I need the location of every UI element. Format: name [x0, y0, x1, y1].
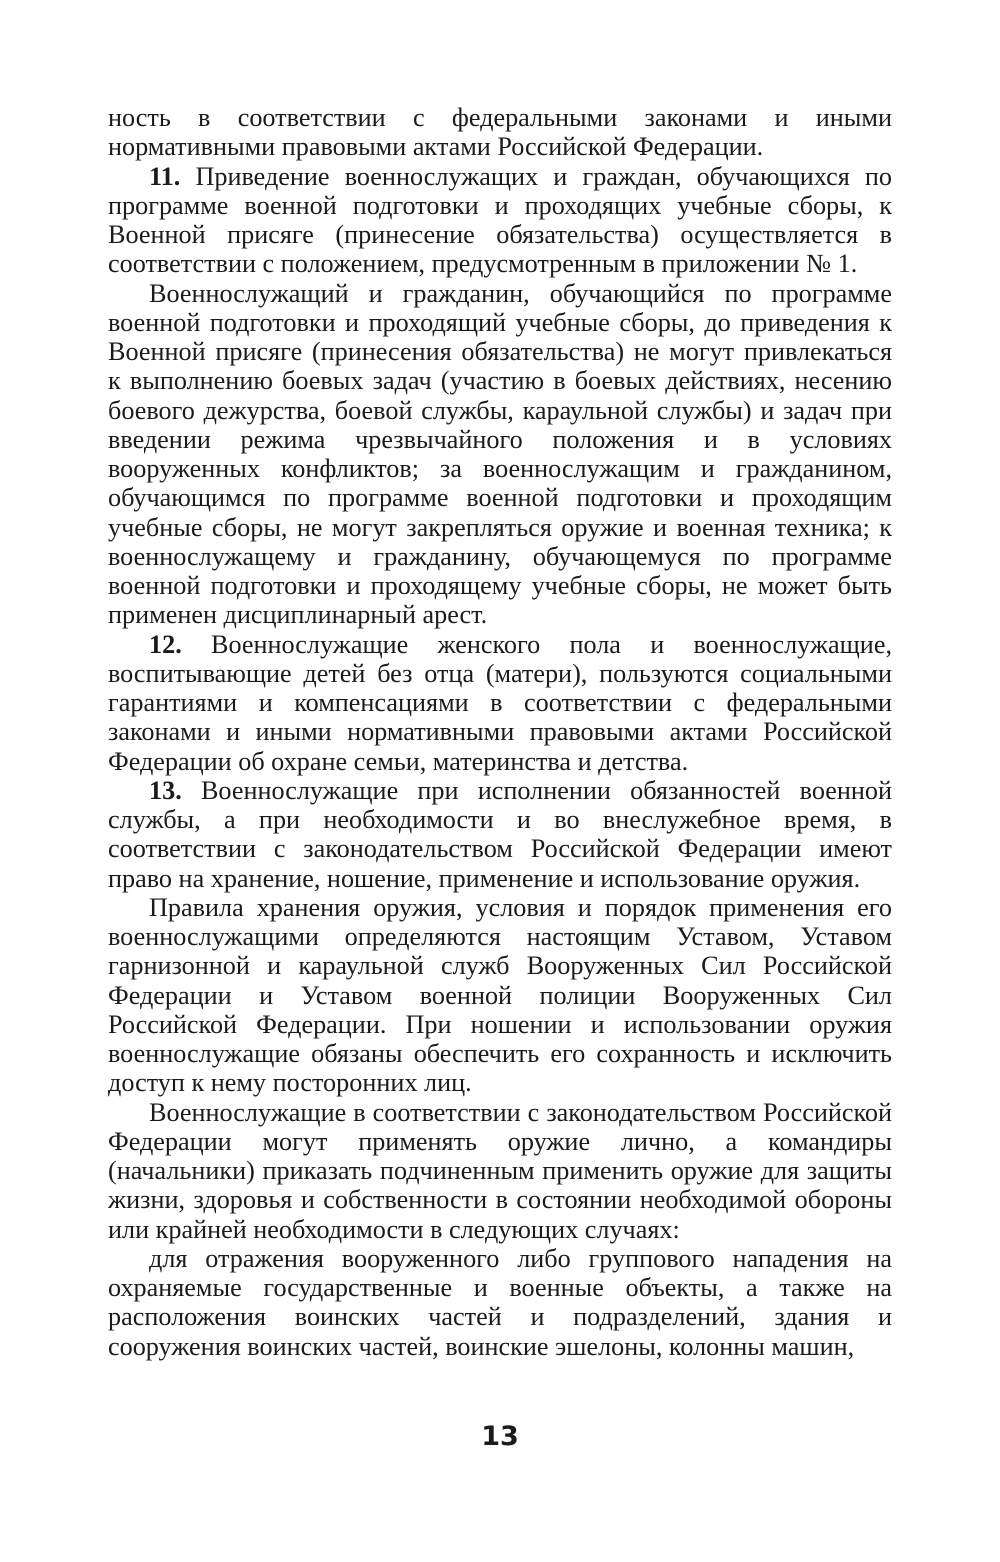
paragraph-11 — [108, 162, 892, 279]
page-body — [108, 103, 892, 1361]
paragraph-text: Военнослужащие женского пола и военнослужащие, воспитывающие детей без отца (матери), пользуются социальными гарантиями и компенсациями в соответствии с федеральными законами и иными нормативными правовыми актами Российской Федерации об охране семьи, материнства и детства. — [108, 629, 892, 776]
paragraph-number: 11. — [149, 161, 181, 191]
paragraph-continuation — [108, 103, 892, 162]
page-number: 13 — [481, 1421, 519, 1452]
paragraph-number: 13. — [149, 775, 182, 805]
paragraph-text: Военнослужащие при исполнении обязанностей военной службы, а при необходимости и во внеслужебное время, в соответствии с законодательством Российской Федерации имеют право на хранение, ношение, применение и использование оружия. — [108, 775, 892, 893]
paragraph-number: 12. — [149, 629, 182, 659]
paragraph-text: Военнослужащий и гражданин, обучающийся по программе военной подготовки и проходящий учебные сборы, до приведения к Военной присяге (принесения обязательства) не могут привлекаться к выполнению боевых задач (участию в боевых действиях, несению боевого дежурства, боевой службы, караульной службы) и задач при введении режима чрезвычайного положения и в условиях вооруженных конфликтов; за военнослужащим и гражданином, обучающимся по программе военной подготовки и проходящим учебные сборы, не могут закрепляться оружие и военная техника; к военнослужащему и гражданину, обучающемуся по программе военной подготовки и проходящему учебные сборы, не может быть применен дисциплинарный арест. — [108, 278, 892, 630]
paragraph-text: Приведение военнослужащих и граждан, обучающихся по программе военной подготовки и проходящих учебные сборы, к Военной присяге (принесение обязательства) осуществляется в соответствии с положением, предусмотренным в приложении № 1. — [108, 161, 892, 279]
paragraph-text: Военнослужащие в соответствии с законодательством Российской Федерации могут применять оружие лично, а командиры (начальники) приказать подчиненным применить оружие для защиты жизни, здоровья и собственности в состоянии необходимой обороны или крайней необходимости в следующих случаях: — [108, 1097, 892, 1244]
paragraph-11-restrictions — [108, 279, 892, 630]
paragraph-12 — [108, 630, 892, 776]
paragraph-text: Правила хранения оружия, условия и порядок применения его военнослужащими определяются настоящим Уставом, Уставом гарнизонной и караульной служб Вооруженных Сил Российской Федерации и Уставом военной полиции Вооруженных Сил Российской Федерации. При ношении и использовании оружия военнослужащие обязаны обеспечить его сохранность и исключить доступ к нему посторонних лиц. — [108, 892, 892, 1098]
paragraph-weapon-storage-rules — [108, 893, 892, 1098]
paragraph-weapon-use-cases — [108, 1098, 892, 1244]
paragraph-text: ность в соответствии с федеральными законами и иными нормативными правовыми актами Российской Федерации. — [108, 103, 892, 162]
paragraph-13 — [108, 776, 892, 893]
paragraph-armed-attack-case — [108, 1244, 892, 1361]
paragraph-text: для отражения вооруженного либо группового нападения на охраняемые государственные и военные объекты, а также на расположения воинских частей и подразделений, здания и сооружения воинских частей, воинские эшелоны, колонны машин, — [108, 1243, 892, 1361]
